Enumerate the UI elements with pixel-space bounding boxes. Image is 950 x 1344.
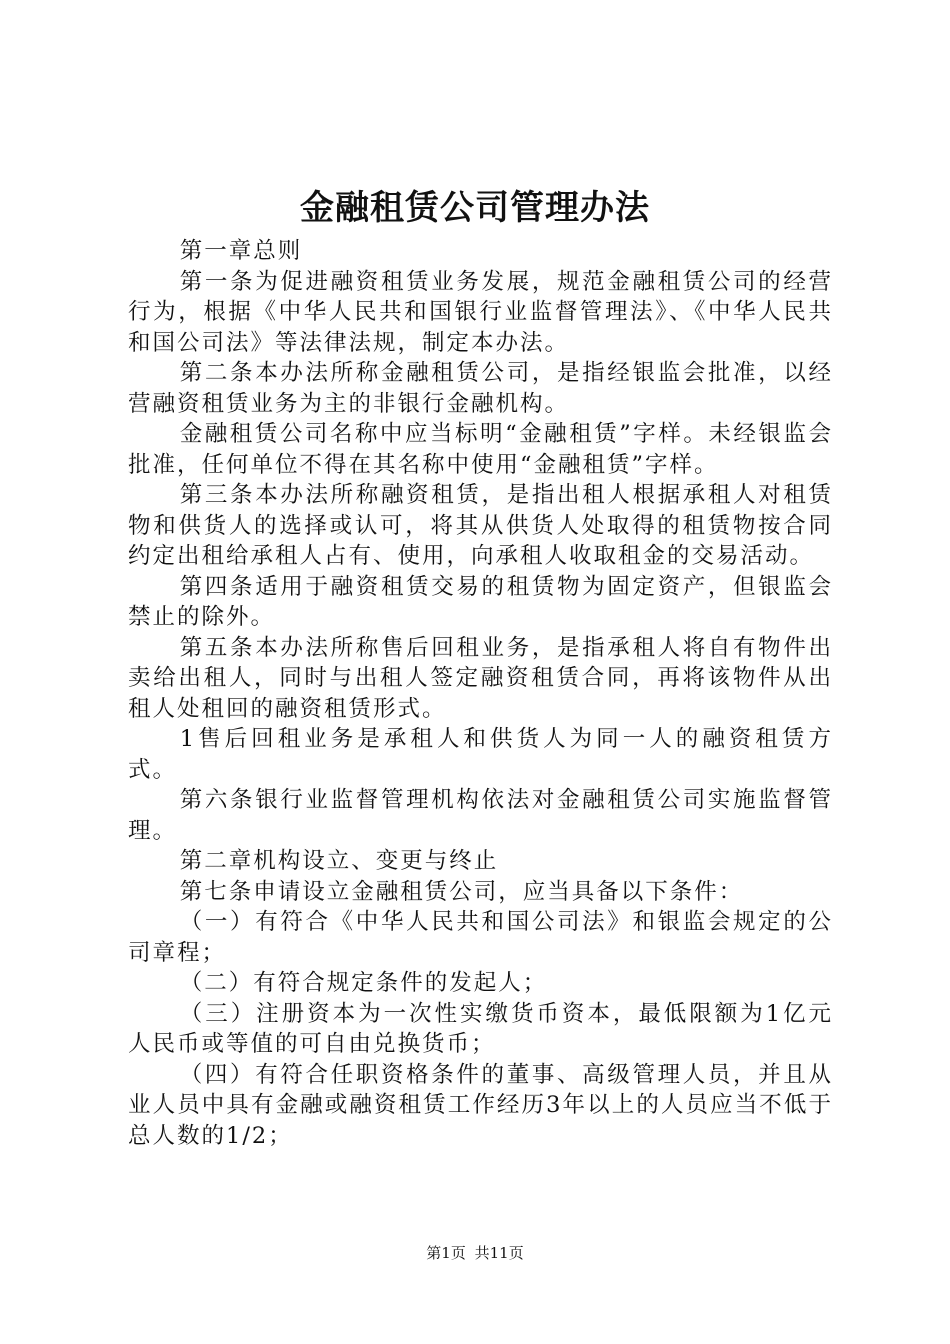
page-total: 共11页 <box>474 1244 524 1262</box>
article-paragraph: 第五条本办法所称售后回租业务，是指承租人将自有物件出卖给出租人，同时与出租人签定融资租赁合同，再将该物件从出租人处租回的融资租赁形式。 <box>128 634 833 722</box>
article-paragraph: 第三条本办法所称融资租赁，是指出租人根据承租人对租赁物和供货人的选择或认可，将其从供货人处取得的租赁物按合同约定出租给承租人占有、使用，向承租人收取租金的交易活动。 <box>128 482 833 569</box>
page-number: 第1页 <box>426 1244 466 1262</box>
chapter-heading: 第二章机构设立、变更与终止 <box>179 848 499 874</box>
list-item: （一）有符合《中华人民共和国公司法》和银监会规定的公司章程； <box>128 909 833 966</box>
list-item: （三）注册资本为一次性实缴货币资本，最低限额为1亿元人民币或等值的可自由兑换货币； <box>128 1000 833 1057</box>
article-paragraph: 金融租赁公司名称中应当标明“金融租赁”字样。未经银监会批准，任何单位不得在其名称中使用“金融租赁”字样。 <box>128 421 833 478</box>
article-paragraph: 第七条申请设立金融租赁公司，应当具备以下条件： <box>179 878 744 905</box>
page-footer <box>0 1242 950 1264</box>
list-item: （二）有符合规定条件的发起人； <box>179 970 548 996</box>
article-paragraph: 第四条适用于融资租赁交易的租赁物为固定资产，但银监会禁止的除外。 <box>128 573 833 630</box>
article-paragraph: 第二条本办法所称金融租赁公司，是指经银监会批准，以经营融资租赁业务为主的非银行金融机构。 <box>128 360 833 417</box>
article-paragraph: 第六条银行业监督管理机构依法对金融租赁公司实施监督管理。 <box>128 787 833 844</box>
chapter-heading: 第一章总则 <box>179 238 303 264</box>
document-body <box>128 236 833 1151</box>
document-title: 金融租赁公司管理办法 <box>300 188 650 228</box>
article-paragraph: 1售后回租业务是承租人和供货人为同一人的融资租赁方式。 <box>128 726 833 783</box>
list-item: （四）有符合任职资格条件的董事、高级管理人员，并且从业人员中具有金融或融资租赁工作经历3年以上的人员应当不低于总人数的1/2； <box>128 1061 833 1149</box>
article-paragraph: 第一条为促进融资租赁业务发展，规范金融租赁公司的经营行为，根据《中华人民共和国银行业监督管理法》、《中华人民共和国公司法》等法律法规，制定本办法。 <box>128 268 833 356</box>
